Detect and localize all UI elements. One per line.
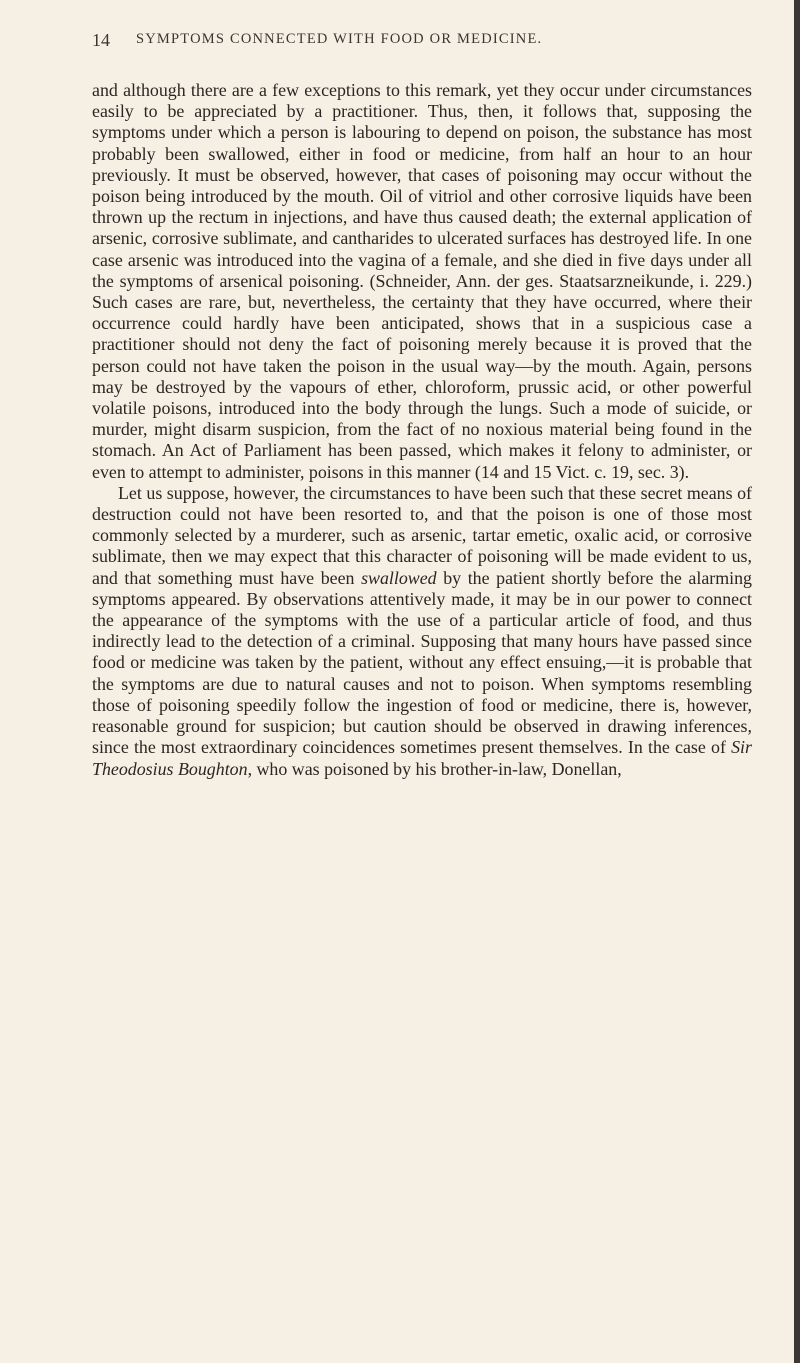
- body-text: [92, 80, 752, 780]
- paragraph-text: Let us suppose, however, the circumstances to have been such that these secret means of destruction could not have been resorted to, and that the poison is one of those most commonly selected by a murderer, such as arsenic, tartar emetic, oxalic acid, or corrosive sublimate, then we may expect that this character of poisoning will be made evident to us, and that something must have been: [92, 482, 752, 588]
- paragraph-text: , who was poisoned by his brother-in-law, Donellan,: [247, 758, 622, 779]
- running-head: SYMPTOMS CONNECTED WITH FOOD OR MEDICINE.: [136, 31, 543, 47]
- page-number: 14: [92, 30, 110, 50]
- italic-emphasis: swallowed: [361, 567, 437, 588]
- paragraph-text: by the patient shortly before the alarming symptoms appeared. By observations attentively made, it may be in our power to connect the appearance of the symptoms with the use of a particular article of food, and thus indirectly lead to the detection of a criminal. Supposing that many hours have passed since food or medicine was taken by the patient, without any effect ensuing,—it is probable that the symptoms are due to natural causes and not to poison. When symptoms resembling those of poisoning speedily follow the ingestion of food or medicine, there is, however, reasonable ground for suspicion; but caution should be observed in drawing inferences, since the most extraordinary coincidences sometimes present themselves. In the case of: [92, 567, 753, 758]
- paragraph-continued: and although there are a few exceptions to this remark, yet they occur under circumstances easily to be appreciated by a practitioner. Thus, then, it follows that, supposing the symptoms under which a person is labouring to depend on poison, the substance has most probably been swallowed, either in food or medicine, from half an hour to an hour previously. It must be observed, however, that cases of poisoning may occur without the poison being introduced by the mouth. Oil of vitriol and other corrosive liquids have been thrown up the rectum in injections, and have thus caused death; the external application of arsenic, corrosive sublimate, and cantharides to ulcerated surfaces has destroyed life. In one case arsenic was introduced into the vagina of a female, and she died in five days under all the symptoms of arsenical poisoning. (Schneider, Ann. der ges. Staatsarzneikunde, i. 229.) Such cases are rare, but, nevertheless, the certainty that they have occurred, where their occurrence could hardly have been anticipated, shows that in a suspicious case a practitioner should not deny the fact of poisoning merely because it is proved that the person could not have taken the poison in the usual way—by the mouth. Again, persons may be destroyed by the vapours of ether, chloroform, prussic acid, or other powerful volatile poisons, introduced into the body through the lungs. Such a mode of suicide, or murder, might disarm suspicion, from the fact of no noxious material being found in the stomach. An Act of Parliament has been passed, which makes it felony to administer, or even to attempt to administer, poisons in this manner (14 and 15 Vict. c. 19, sec. 3).: [92, 80, 752, 482]
- italic-person-name: Sir Theodosius Boughton: [92, 737, 752, 779]
- page-header: [92, 30, 752, 56]
- paragraph-let-us-suppose: [92, 483, 752, 780]
- page-edge-shadow: [794, 0, 800, 1363]
